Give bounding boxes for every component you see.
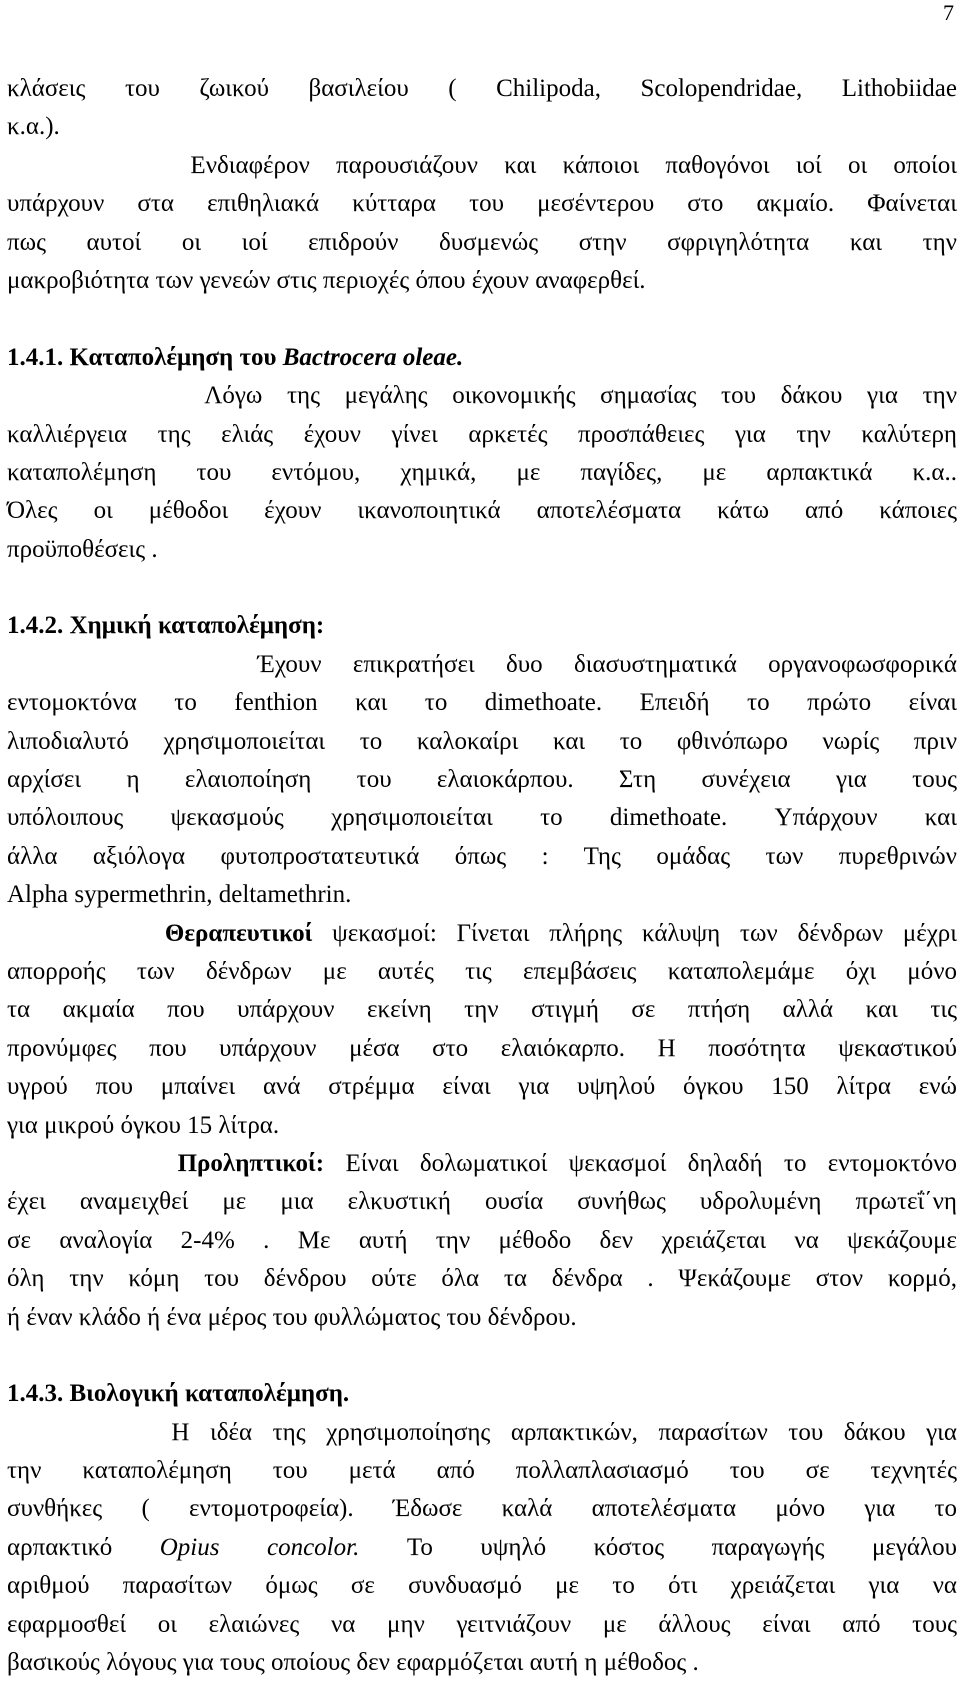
- text-line: προϋποθέσεις .: [7, 535, 158, 563]
- text-line: Alpha sypermethrin, deltamethrin.: [7, 881, 352, 909]
- paragraph-spacer: [7, 300, 957, 338]
- text-line: προνύμφες που υπάρχουν μέσα στο ελαιόκαρπο. Η ποσότητα ψεκαστικού: [7, 1034, 957, 1062]
- term-preventive: Προληπτικοί:: [177, 1149, 325, 1177]
- species-name: Opius concolor.: [159, 1533, 360, 1561]
- text-line: υπόλοιπους ψεκασμούς χρησιμοποιείται το dimethoate. Υπάρχουν και: [7, 804, 957, 832]
- heading-species-name: Bactrocera oleae.: [282, 343, 464, 371]
- text-line: λιποδιαλυτό χρησιμοποιείται το καλοκαίρι και το φθινόπωρο νωρίς πριν: [7, 727, 957, 755]
- term-therapeutic: Θεραπευτικοί: [164, 919, 313, 947]
- text-line: κ.α.).: [7, 113, 60, 141]
- paragraph-spacer: [7, 569, 957, 607]
- text-segment: Το υψηλό κόστος παραγωγής μεγάλου: [359, 1533, 958, 1561]
- text-line: εφαρμοσθεί οι ελαιώνες να μην γειτνιάζουν με άλλους είναι από τους: [7, 1610, 957, 1638]
- text-line: πως αυτοί οι ιοί επιδρούν δυσμενώς στην σφριγηλότητα και την: [7, 228, 957, 256]
- section-heading-1-4-3: 1.4.3. Βιολογική καταπολέμηση.: [7, 1380, 350, 1408]
- text-segment: Λόγω της μεγάλης οικονομικής σημασίας του δάκου για την: [204, 382, 957, 410]
- text-line: βασικούς λόγους για τους οποίους δεν εφαρμόζεται αυτή η μέθοδος .: [7, 1649, 699, 1677]
- text-line: [7, 915, 957, 953]
- document-body: [7, 70, 957, 1682]
- text-segment: ψεκασμοί: Γίνεται πλήρης κάλυψη των δένδρων μέχρι: [312, 919, 958, 947]
- text-line: [7, 1529, 957, 1567]
- text-line: όλη την κόμη του δένδρου ούτε όλα τα δένδρα . Ψεκάζουμε στον κορμό,: [7, 1265, 957, 1293]
- text-line: αριθμού παρασίτων όμως σε συνδυασμό με το ότι χρειάζεται για να: [7, 1572, 957, 1600]
- text-line: εντομοκτόνα το fenthion και το dimethoate. Επειδή το πρώτο είναι: [7, 689, 957, 717]
- text-line: την καταπολέμηση του μετά από πολλαπλασιασμό του σε τεχνητές: [7, 1457, 957, 1485]
- text-line: υπάρχουν στα επιθηλιακά κύτταρα του μεσέντερου στο ακμαίο. Φαίνεται: [7, 190, 957, 218]
- paragraph-spacer: [7, 1337, 957, 1375]
- text-line: τα ακμαία που υπάρχουν εκείνη την στιγμή σε πτήση αλλά και τις: [7, 996, 957, 1024]
- section-heading-1-4-1: [7, 339, 957, 377]
- text-line: για μικρού όγκου 15 λίτρα.: [7, 1111, 280, 1139]
- heading-text: 1.4.1. Καταπολέμηση του: [7, 343, 283, 371]
- text-line: απορροής των δένδρων με αυτές τις επεμβάσεις καταπολεμάμε όχι μόνο: [7, 957, 957, 985]
- text-line: συνθήκες ( εντομοτροφεία). Έδωσε καλά αποτελέσματα μόνο για το: [7, 1495, 957, 1523]
- text-line: κλάσεις του ζωικού βασιλείου ( Chilipoda, Scolopendridae, Lithobiidae: [7, 75, 957, 102]
- text-line: έχει αναμειχθεί με μια ελκυστική ουσία συνήθως υδρολυμένη πρωτεΐ΄νη: [7, 1188, 957, 1216]
- text-line: μακροβιότητα των γενεών στις περιοχές όπου έχουν αναφερθεί.: [7, 266, 646, 294]
- text-segment: Η ιδέα της χρησιμοποίησης αρπακτικών, παρασίτων του δάκου για: [171, 1418, 957, 1446]
- text-line: [7, 147, 957, 185]
- text-line: άλλα αξιόλογα φυτοπροστατευτικά όπως : Της ομάδας των πυρεθρινών: [7, 842, 957, 870]
- text-line: [7, 377, 957, 415]
- text-line: [7, 1145, 957, 1183]
- text-line: Όλες οι μέθοδοι έχουν ικανοποιητικά αποτελέσματα κάτω από κάποιες: [7, 497, 957, 525]
- page-number: 7: [943, 0, 954, 25]
- text-line: αρχίσει η ελαιοποίηση του ελαιοκάρπου. Στη συνέχεια για τους: [7, 766, 957, 794]
- text-line: καλλιέργεια της ελιάς έχουν γίνει αρκετές προσπάθειες για την καλύτερη: [7, 420, 957, 448]
- text-line: υγρού που μπαίνει ανά στρέμμα είναι για υψηλού όγκου 150 λίτρα ενώ: [7, 1073, 957, 1101]
- text-segment: Είναι δολωματικοί ψεκασμοί δηλαδή το εντομοκτόνο: [324, 1149, 958, 1177]
- section-heading-1-4-2: 1.4.2. Χημική καταπολέμηση:: [7, 612, 325, 640]
- text-segment: Έχουν επικρατήσει δυο διασυστηματικά οργανοφωσφορικά: [257, 650, 957, 678]
- text-segment: αρπακτικό: [7, 1533, 160, 1561]
- text-line: καταπολέμηση του εντόμου, χημικά, με παγίδες, με αρπακτικά κ.α..: [7, 458, 957, 486]
- text-line: [7, 646, 957, 684]
- text-line: ή έναν κλάδο ή ένα μέρος του φυλλώματος του δένδρου.: [7, 1303, 577, 1331]
- text-line: σε αναλογία 2-4% . Με αυτή την μέθοδο δεν χρειάζεται να ψεκάζουμε: [7, 1226, 957, 1254]
- text-segment: Ενδιαφέρον παρουσιάζουν και κάποιοι παθογόνοι ιοί οι οποίοι: [190, 151, 957, 179]
- text-line: [7, 1414, 957, 1452]
